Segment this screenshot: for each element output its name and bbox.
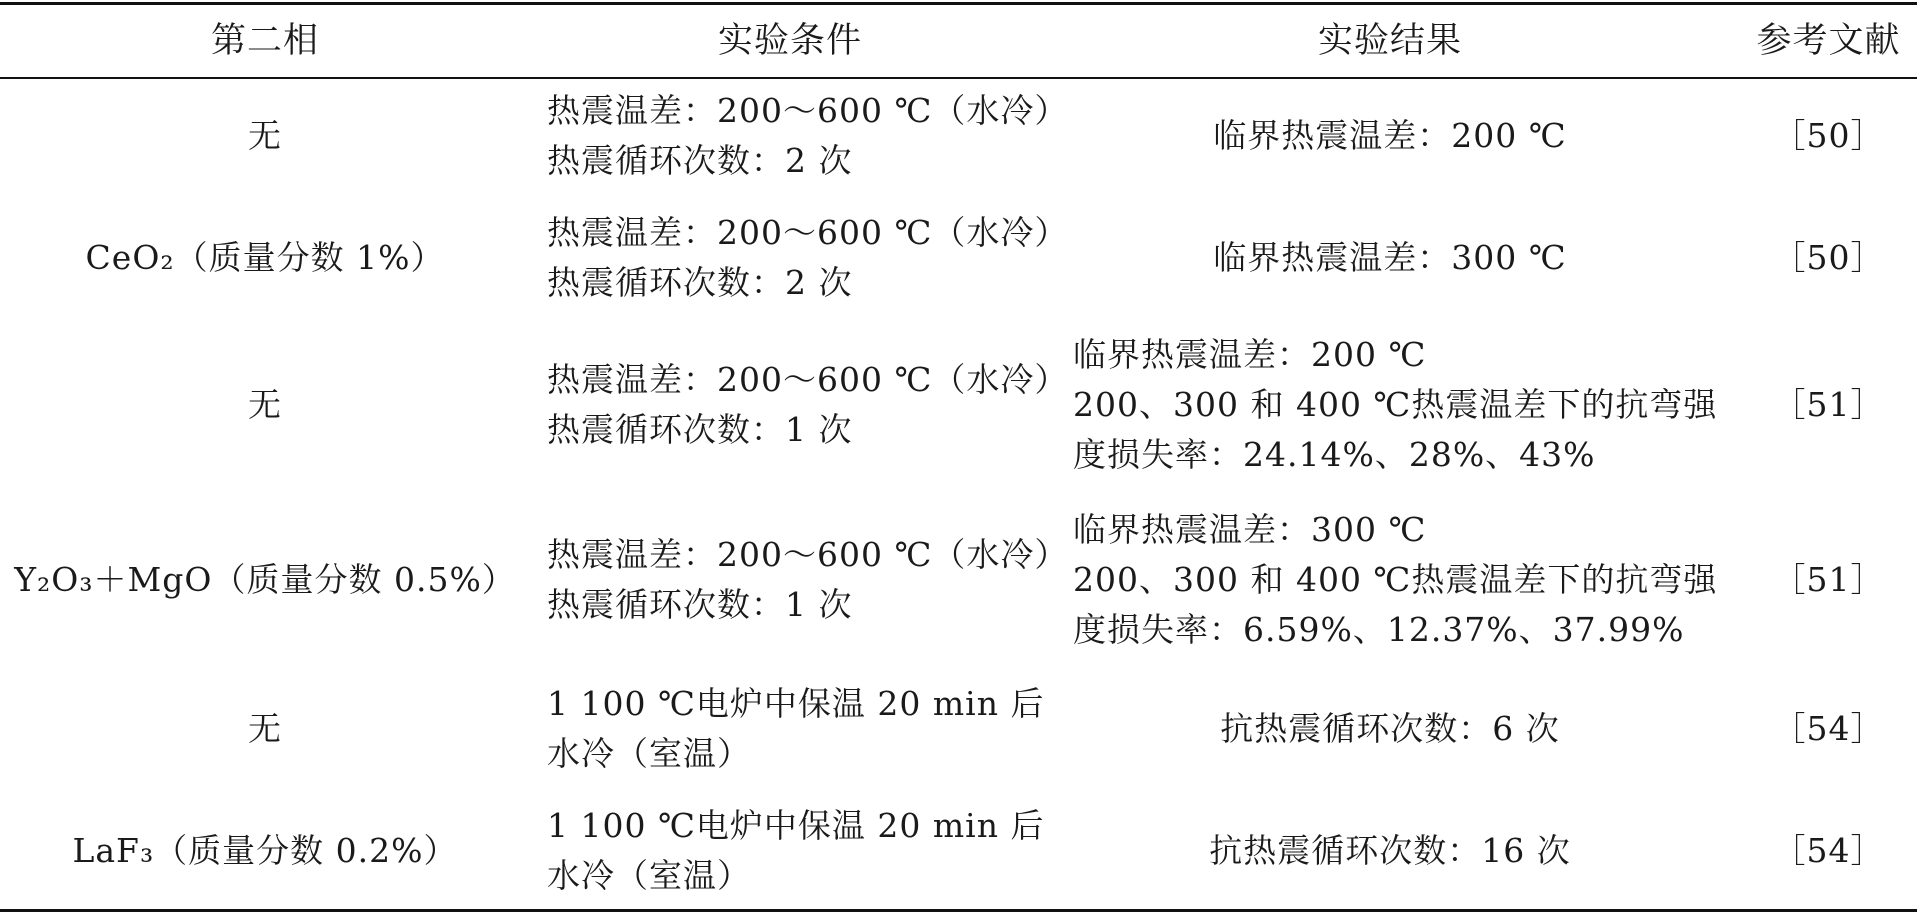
phase-cell: 无 xyxy=(248,385,282,424)
conditions-line: 热震循环次数：1 次 xyxy=(547,410,853,449)
phase-cell: 无 xyxy=(248,116,282,155)
reference-cell: ［54］ xyxy=(1772,709,1885,748)
results-cell xyxy=(1073,505,1733,655)
bottom-rule xyxy=(0,909,1917,912)
results-cell xyxy=(1050,801,1730,901)
conditions-line: 热震循环次数：2 次 xyxy=(547,263,853,302)
results-line: 临界热震温差：200 ℃ xyxy=(1213,116,1567,155)
phase-cell: Y₂O₃＋MgO（质量分数 0.5%） xyxy=(14,560,516,599)
conditions-line: 热震温差：200～600 ℃（水冷） xyxy=(547,213,1069,252)
header-results: 实验结果 xyxy=(1317,21,1462,61)
table-row xyxy=(0,330,1917,480)
results-cell xyxy=(1073,330,1733,480)
results-line: 临界热震温差：300 ℃ xyxy=(1213,238,1567,277)
header-conditions-label: 实验条件 xyxy=(717,21,862,61)
conditions-line: 热震温差：200～600 ℃（水冷） xyxy=(547,360,1069,399)
table-row xyxy=(0,505,1917,655)
table-row xyxy=(0,208,1917,308)
conditions-line: 1 100 ℃电炉中保温 20 min 后 xyxy=(547,806,1045,845)
results-line: 临界热震温差：300 ℃ xyxy=(1073,510,1427,549)
phase-cell: CeO₂（质量分数 1%） xyxy=(85,238,445,277)
results-line: 抗热震循环次数：6 次 xyxy=(1220,709,1560,748)
reference-cell: ［54］ xyxy=(1772,831,1885,870)
results-line: 抗热震循环次数：16 次 xyxy=(1209,831,1571,870)
results-cell xyxy=(1050,679,1730,779)
conditions-line: 水冷（室温） xyxy=(547,734,751,773)
header-references: 参考文献 xyxy=(1756,21,1901,61)
conditions-cell xyxy=(547,86,1069,186)
reference-cell: ［51］ xyxy=(1772,560,1885,599)
results-line: 200、300 和 400 ℃热震温差下的抗弯强 xyxy=(1073,385,1718,424)
header-conditions xyxy=(530,5,1050,77)
conditions-cell xyxy=(547,801,1047,901)
table-row xyxy=(0,86,1917,186)
results-line: 度损失率：24.14%、28%、43% xyxy=(1073,435,1596,474)
conditions-cell xyxy=(547,330,1069,480)
header-rule xyxy=(0,77,1917,79)
phase-cell: 无 xyxy=(248,709,282,748)
results-cell xyxy=(1050,86,1730,186)
conditions-line: 1 100 ℃电炉中保温 20 min 后 xyxy=(547,684,1045,723)
conditions-cell xyxy=(547,679,1047,779)
conditions-line: 热震循环次数：2 次 xyxy=(547,141,853,180)
conditions-line: 水冷（室温） xyxy=(547,856,751,895)
conditions-line: 热震循环次数：1 次 xyxy=(547,585,853,624)
conditions-line: 热震温差：200～600 ℃（水冷） xyxy=(547,535,1069,574)
reference-cell: ［50］ xyxy=(1772,116,1885,155)
conditions-line: 热震温差：200～600 ℃（水冷） xyxy=(547,91,1069,130)
header-phase: 第二相 xyxy=(210,21,319,61)
reference-cell: ［51］ xyxy=(1772,385,1885,424)
results-cell xyxy=(1050,208,1730,308)
table-row xyxy=(0,679,1917,779)
conditions-cell xyxy=(547,505,1069,655)
results-line: 200、300 和 400 ℃热震温差下的抗弯强 xyxy=(1073,560,1718,599)
results-line: 临界热震温差：200 ℃ xyxy=(1073,335,1427,374)
results-line: 度损失率：6.59%、12.37%、37.99% xyxy=(1073,610,1685,649)
conditions-cell xyxy=(547,208,1069,308)
table-header-row xyxy=(0,5,1917,77)
phase-cell: LaF₃（质量分数 0.2%） xyxy=(72,831,458,870)
reference-cell: ［50］ xyxy=(1772,238,1885,277)
table-row xyxy=(0,801,1917,901)
